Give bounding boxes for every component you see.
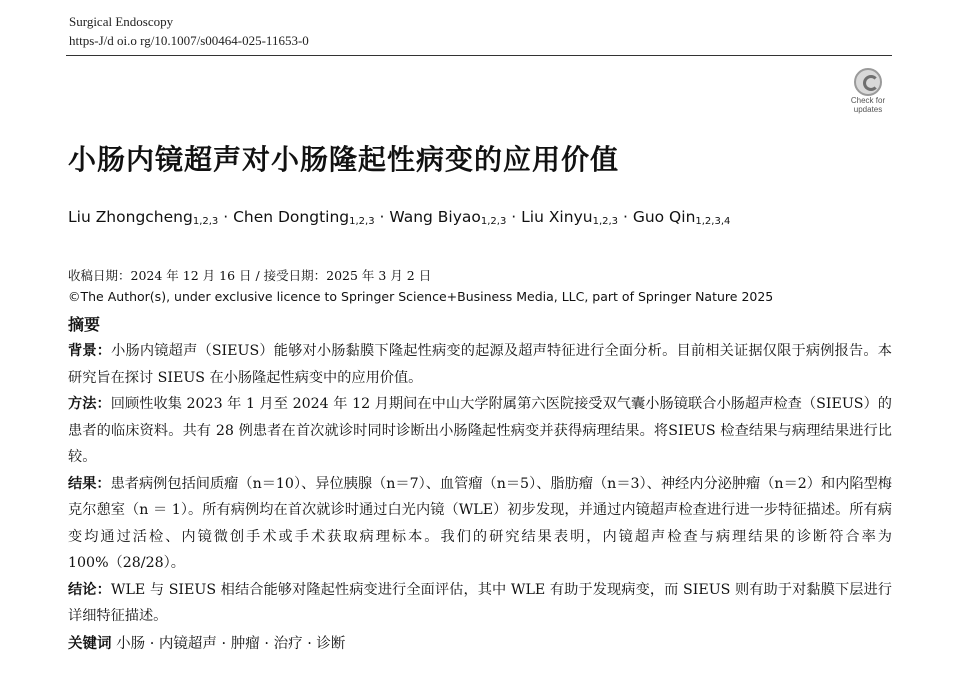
check-for-updates-line2: updates — [853, 105, 883, 114]
background-label: 背景： — [68, 343, 112, 359]
copyright-notice: ©The Author(s), under exclusive licence to Springer Science+Business Media, LLC, part of Springer Nature 2025 — [68, 289, 774, 304]
check-for-updates-icon — [854, 68, 882, 96]
author-affiliation: 1,2,3 — [349, 216, 375, 227]
author-affiliation: 1,2,3 — [480, 216, 507, 227]
journal-header — [69, 12, 309, 50]
abstract-conclusion — [68, 577, 892, 630]
author-separator: · — [506, 208, 522, 226]
article-title: 小肠内镜超声对小肠隆起性病变的应用价值 — [68, 143, 620, 176]
keywords-text: 小肠 · 内镜超声 · 肿瘤 · 治疗 · 诊断 — [116, 636, 346, 652]
results-label: 结果： — [68, 475, 111, 492]
author-name[interactable]: Liu Zhongcheng — [68, 208, 193, 226]
check-for-updates-button[interactable] — [845, 68, 891, 116]
keywords-label: 关键词 — [68, 635, 112, 652]
methods-label: 方法： — [68, 396, 111, 412]
doi-link[interactable]: https-J/d oi.o rg/10.1007/s00464-025-11653-0 — [69, 33, 309, 48]
abstract-heading: 摘要 — [68, 315, 101, 334]
check-for-updates-line1: Check for — [850, 96, 886, 105]
author-separator: · — [374, 208, 390, 226]
author-name[interactable]: Guo Qin — [632, 208, 696, 226]
received-accepted-dates: 收稿日期：2024 年 12 月 16 日 / 接受日期：2025 年 3 月 2 日 — [68, 268, 432, 283]
journal-name: Surgical Endoscopy — [69, 14, 174, 29]
author-name[interactable]: Liu Xinyu — [521, 208, 593, 226]
keywords — [68, 632, 345, 653]
author-list — [68, 208, 730, 227]
background-text: 小肠内镜超声（SIEUS）能够对小肠黏膜下隆起性病变的起源及超声特征进行全面分析。目前相关证据仅限于病例报告。本研究旨在探讨 SIEUS 在小肠隆起性病变中的应用价值。 — [68, 343, 892, 386]
author-affiliation: 1,2,3 — [592, 216, 619, 227]
abstract-methods — [68, 391, 892, 471]
author-affiliation: 1,2,3 — [192, 216, 219, 227]
results-text: 患者病例包括间质瘤（n＝10）、异位胰腺（n＝7）、血管瘤（n＝5）、脂肪瘤（n＝3）、神经内分泌肿瘤（n＝2）和内陷型梅克尔憩室（n ＝ 1）。所有病例均在首次就诊时通过白光内镜（WLE）初步发现，并通过内镜超声检查进行进一步特征描述。所有病变均通过活检、内镜微创手术或手术获取病理标本。我们的研究结果表明，内镜超声检查与病理结果的诊断符合率为 100%（28/28）。 — [68, 475, 892, 571]
conclusion-text: WLE 与 SIEUS 相结合能够对隆起性病变进行全面评估，其中 WLE 有助于发现病变，而 SIEUS 则有助于对黏膜下层进行详细特征描述。 — [68, 581, 892, 624]
author-separator: · — [218, 208, 234, 226]
author-affiliation: 1,2,3,4 — [695, 216, 731, 227]
abstract-body — [68, 338, 892, 630]
author-name[interactable]: Wang Biyao — [389, 208, 481, 226]
abstract-background — [68, 338, 892, 391]
abstract-results — [68, 471, 892, 577]
author-name[interactable]: Chen Dongting — [233, 208, 350, 226]
header-divider — [66, 55, 892, 56]
conclusion-label: 结论： — [68, 581, 111, 598]
author-separator: · — [618, 208, 633, 226]
methods-text: 回顾性收集 2023 年 1 月至 2024 年 12 月期间在中山大学附属第六医院接受双气囊小肠镜联合小肠超声检查（SIEUS）的患者的临床资料。共有 28 例患者在首次就诊时同时诊断出小肠隆起性病变并获得病理结果。将SIEUS 检查结果与病理结果进行比较。 — [68, 396, 892, 465]
